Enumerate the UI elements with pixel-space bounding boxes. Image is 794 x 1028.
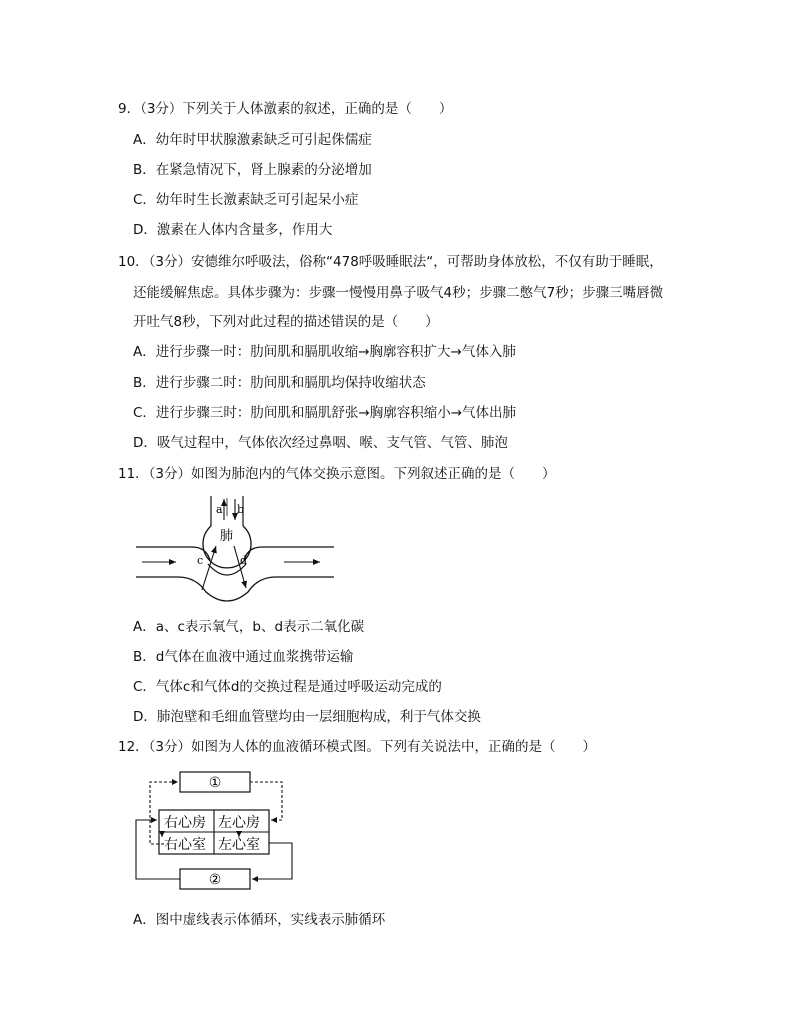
question-10-stem-line-2: 还能缓解焦虑。具体步骤为：步骤一慢慢用鼻子吸气4秒；步骤二憋气7秒；步骤三嘴唇微 xyxy=(133,285,664,301)
question-10-stem-line-3: 开吐气8秒，下列对此过程的描述错误的是（ ） xyxy=(133,314,439,330)
question-10-option-c: C．进行步骤三时：肋间肌和膈肌舒张→胸廓容积缩小→气体出肺 xyxy=(133,405,517,421)
label-left-atrium: 左心房 xyxy=(218,815,260,831)
label-b: b xyxy=(237,503,245,516)
question-11-option-a: A．a、c表示氧气，b、d表示二氧化碳 xyxy=(133,619,365,635)
question-10-option-a: A．进行步骤一时：肋间肌和膈肌收缩→胸廓容积扩大→气体入肺 xyxy=(133,344,516,360)
label-left-ventricle: 左心室 xyxy=(218,837,260,853)
alveolus-diagram xyxy=(134,494,339,606)
question-9-option-b: B．在紧急情况下，肾上腺素的分泌增加 xyxy=(133,162,372,178)
label-lung: 肺 xyxy=(220,529,234,544)
label-c: c xyxy=(197,554,204,567)
question-10-stem-line-1: 10．（3分）安德维尔呼吸法，俗称“478呼吸睡眠法“，可帮助身体放松，不仅有助于睡眠， xyxy=(118,254,663,270)
question-9-option-d: D．激素在人体内含量多，作用大 xyxy=(133,222,333,238)
question-11-stem: 11．（3分）如图为肺泡内的气体交换示意图。下列叙述正确的是（ ） xyxy=(118,466,556,482)
label-right-atrium: 右心房 xyxy=(164,815,206,831)
question-9-option-a: A．幼年时甲状腺激素缺乏可引起侏儒症 xyxy=(133,132,372,148)
label-box-2: ② xyxy=(208,872,222,888)
question-12-stem: 12．（3分）如图为人体的血液循环模式图。下列有关说法中，正确的是（ ） xyxy=(118,739,597,755)
question-9-option-c: C．幼年时生长激素缺乏可引起呆小症 xyxy=(133,192,359,208)
label-box-1: ① xyxy=(208,775,222,791)
question-12-option-a: A．图中虚线表示体循环，实线表示肺循环 xyxy=(133,912,386,928)
question-11-option-d: D．肺泡壁和毛细血管壁均由一层细胞构成，利于气体交换 xyxy=(133,709,481,725)
alveolus-gas-exchange-figure xyxy=(134,494,339,610)
question-10-option-b: B．进行步骤二时：肋间肌和膈肌均保持收缩状态 xyxy=(133,375,426,391)
label-d: d xyxy=(240,554,248,567)
question-11-option-c: C．气体c和气体d的交换过程是通过呼吸运动完成的 xyxy=(133,679,442,695)
question-9-stem: 9．（3分）下列关于人体激素的叙述，正确的是（ ） xyxy=(118,101,453,117)
capillary-lower-wall xyxy=(136,577,334,601)
label-right-ventricle: 右心室 xyxy=(164,837,206,853)
question-10-option-d: D．吸气过程中，气体依次经过鼻咽、喉、支气管、气管、肺泡 xyxy=(133,435,508,451)
label-a: a xyxy=(216,503,223,516)
blood-circulation-figure xyxy=(132,768,298,898)
circulation-diagram xyxy=(132,768,298,894)
question-11-option-b: B．d气体在血液中通过血浆携带运输 xyxy=(133,649,354,665)
